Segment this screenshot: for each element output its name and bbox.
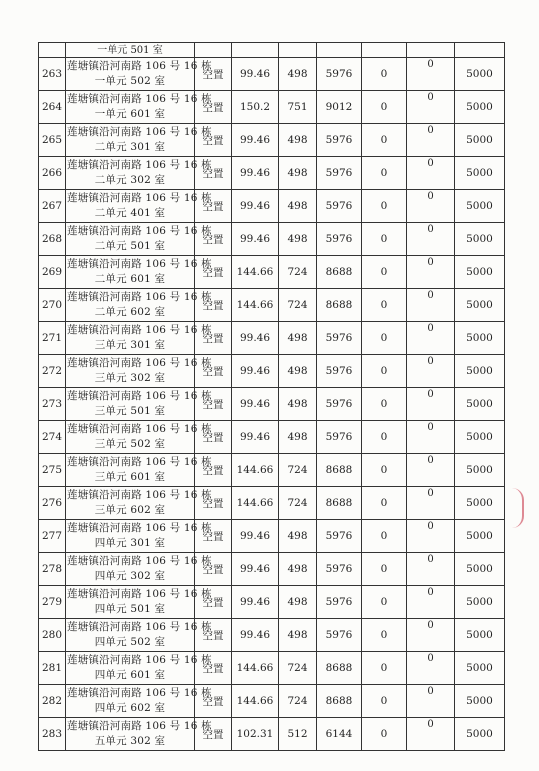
cell-no: 275 [39, 454, 66, 487]
table-row [39, 124, 505, 157]
address-line-2: 三单元 501 室 [94, 405, 166, 417]
cell-col-a: 0 [362, 520, 407, 553]
table-row [39, 685, 505, 718]
cell-total: 8688 [317, 289, 362, 322]
cell-address [66, 124, 212, 157]
cell-no: 283 [39, 718, 66, 751]
cell-col-a: 0 [362, 388, 407, 421]
cell-no: 265 [39, 124, 66, 157]
cell-no: 269 [39, 256, 66, 289]
cell-address [66, 652, 212, 685]
table-row [39, 355, 505, 388]
cell-status: 空置 [195, 289, 232, 322]
address-line-2: 四单元 301 室 [94, 537, 166, 549]
cell-address [66, 619, 212, 652]
cell-col-c: 5000 [455, 520, 505, 553]
cell-col-b: 0 [407, 619, 455, 652]
cell-col-c: 5000 [455, 190, 505, 223]
cell-address [66, 355, 212, 388]
cell-no: 272 [39, 355, 66, 388]
address-line-2: 一单元 601 室 [94, 108, 166, 120]
cell-rent: 724 [279, 487, 317, 520]
cell-total: 5976 [317, 520, 362, 553]
cell-col-a: 0 [362, 553, 407, 586]
cell-address [66, 256, 212, 289]
address-line-2: 二单元 401 室 [94, 207, 166, 219]
cell-status: 空置 [195, 91, 232, 124]
address-line-2: 二单元 602 室 [94, 306, 166, 318]
cell-status: 空置 [195, 157, 232, 190]
cell-status: 空置 [195, 718, 232, 751]
cell-status: 空置 [195, 256, 232, 289]
table-row [39, 553, 505, 586]
cell-col-b: 0 [407, 586, 455, 619]
cell-address: 一单元 501 室 [66, 43, 195, 58]
table-row [39, 190, 505, 223]
cell-total: 5976 [317, 58, 362, 91]
cell-col-b: 0 [407, 520, 455, 553]
cell-rent [279, 43, 317, 58]
cell-col-b: 0 [407, 388, 455, 421]
cell-col-c: 5000 [455, 487, 505, 520]
cell-rent: 512 [279, 718, 317, 751]
address-line-1: 莲塘镇沿河南路 106 号 16 栋 [67, 687, 212, 699]
cell-col-b: 0 [407, 190, 455, 223]
cell-no: 276 [39, 487, 66, 520]
address-line-1: 莲塘镇沿河南路 106 号 16 栋 [67, 555, 212, 567]
table-row [39, 289, 505, 322]
cell-status: 空置 [195, 652, 232, 685]
cell-no: 282 [39, 685, 66, 718]
cell-no: 274 [39, 421, 66, 454]
cell-no: 267 [39, 190, 66, 223]
cell-no: 279 [39, 586, 66, 619]
cell-address [66, 388, 212, 421]
cell-address [66, 718, 212, 751]
table-row [39, 256, 505, 289]
cell-col-b: 0 [407, 157, 455, 190]
cell-col-c: 5000 [455, 586, 505, 619]
address-line-2: 一单元 502 室 [94, 75, 166, 87]
cell-col-a: 0 [362, 289, 407, 322]
cell-total: 5976 [317, 124, 362, 157]
cell-col-c: 5000 [455, 58, 505, 91]
cell-col-a: 0 [362, 58, 407, 91]
cell-total: 5976 [317, 157, 362, 190]
table-row [39, 487, 505, 520]
address-line-2: 四单元 302 室 [94, 570, 166, 582]
cell-status: 空置 [195, 421, 232, 454]
address-line-1: 莲塘镇沿河南路 106 号 16 栋 [67, 357, 212, 369]
address-line-1: 莲塘镇沿河南路 106 号 16 栋 [67, 423, 212, 435]
cell-rent: 724 [279, 652, 317, 685]
cell-status: 空置 [195, 619, 232, 652]
cell-area: 144.66 [232, 289, 279, 322]
cell-col-c: 5000 [455, 256, 505, 289]
cell-col-c: 5000 [455, 388, 505, 421]
cell-no: 280 [39, 619, 66, 652]
cell-col-a: 0 [362, 190, 407, 223]
cell-total: 8688 [317, 454, 362, 487]
cell-col-b: 0 [407, 454, 455, 487]
address-line-2: 二单元 301 室 [94, 141, 166, 153]
cell-col-b: 0 [407, 685, 455, 718]
table-row [39, 520, 505, 553]
cell-rent: 498 [279, 586, 317, 619]
cell-area: 144.66 [232, 652, 279, 685]
cell-rent: 498 [279, 58, 317, 91]
table-body [39, 43, 505, 751]
cell-address [66, 586, 212, 619]
property-table [38, 42, 505, 751]
address-line-1: 莲塘镇沿河南路 106 号 16 栋 [67, 225, 212, 237]
cell-no: 270 [39, 289, 66, 322]
address-line-1: 莲塘镇沿河南路 106 号 16 栋 [67, 291, 212, 303]
cell-no: 278 [39, 553, 66, 586]
address-line-1: 莲塘镇沿河南路 106 号 16 栋 [67, 489, 212, 501]
cell-col-c: 5000 [455, 619, 505, 652]
cell-area: 99.46 [232, 355, 279, 388]
address-line-1: 莲塘镇沿河南路 106 号 16 栋 [67, 324, 212, 336]
address-line-1: 莲塘镇沿河南路 106 号 16 栋 [67, 60, 212, 72]
cell-no [39, 43, 66, 58]
cell-col-b: 0 [407, 91, 455, 124]
cell-col-c: 5000 [455, 289, 505, 322]
cell-status: 空置 [195, 388, 232, 421]
address-line-2: 三单元 302 室 [94, 372, 166, 384]
cell-col-c: 5000 [455, 91, 505, 124]
cell-col-a: 0 [362, 421, 407, 454]
cell-col-b: 0 [407, 58, 455, 91]
cell-status: 空置 [195, 322, 232, 355]
cell-col-c: 5000 [455, 421, 505, 454]
cell-col-a: 0 [362, 586, 407, 619]
address-line-1: 莲塘镇沿河南路 106 号 16 栋 [67, 654, 212, 666]
address-line-2: 三单元 301 室 [94, 339, 166, 351]
cell-total [317, 43, 362, 58]
cell-area: 144.66 [232, 454, 279, 487]
cell-col-c: 5000 [455, 454, 505, 487]
address-line-2: 四单元 601 室 [94, 669, 166, 681]
cell-col-b: 0 [407, 355, 455, 388]
address-line-2: 五单元 302 室 [94, 735, 166, 747]
cell-status: 空置 [195, 355, 232, 388]
cell-col-a: 0 [362, 124, 407, 157]
cell-area: 99.46 [232, 388, 279, 421]
table-row [39, 421, 505, 454]
cell-area: 99.46 [232, 124, 279, 157]
cell-col-b: 0 [407, 289, 455, 322]
cell-total: 6144 [317, 718, 362, 751]
address-line-1: 莲塘镇沿河南路 106 号 16 栋 [67, 522, 212, 534]
cell-col-a: 0 [362, 718, 407, 751]
address-line-2: 三单元 502 室 [94, 438, 166, 450]
cell-address [66, 322, 212, 355]
table-row [39, 91, 505, 124]
cell-col-a: 0 [362, 91, 407, 124]
cell-area: 99.46 [232, 553, 279, 586]
cell-total: 5976 [317, 190, 362, 223]
address-line-2: 三单元 601 室 [94, 471, 166, 483]
cell-no: 277 [39, 520, 66, 553]
cell-address [66, 421, 212, 454]
cell-total: 5976 [317, 322, 362, 355]
cell-col-c: 5000 [455, 355, 505, 388]
cell-status [195, 43, 232, 58]
cell-status: 空置 [195, 124, 232, 157]
cell-col-b: 0 [407, 124, 455, 157]
cell-col-c: 5000 [455, 553, 505, 586]
cell-rent: 498 [279, 190, 317, 223]
cell-col-c: 5000 [455, 223, 505, 256]
cell-col-c: 5000 [455, 322, 505, 355]
cell-rent: 751 [279, 91, 317, 124]
cell-col-b: 0 [407, 322, 455, 355]
cell-area: 150.2 [232, 91, 279, 124]
cell-rent: 498 [279, 553, 317, 586]
cell-col-c: 5000 [455, 124, 505, 157]
cell-area: 99.46 [232, 421, 279, 454]
address-line-1: 莲塘镇沿河南路 106 号 16 栋 [67, 126, 212, 138]
cell-total: 5976 [317, 421, 362, 454]
cell-address [66, 91, 212, 124]
address-line-1: 莲塘镇沿河南路 106 号 16 栋 [67, 93, 212, 105]
cell-col-c [455, 43, 505, 58]
cell-area: 144.66 [232, 685, 279, 718]
cell-no: 263 [39, 58, 66, 91]
cell-no: 273 [39, 388, 66, 421]
cell-col-b [407, 43, 455, 58]
cell-col-a: 0 [362, 487, 407, 520]
table-row [39, 454, 505, 487]
address-line-2: 四单元 501 室 [94, 603, 166, 615]
cell-total: 8688 [317, 256, 362, 289]
address-line-2: 三单元 602 室 [94, 504, 166, 516]
cell-status: 空置 [195, 520, 232, 553]
cell-area: 99.46 [232, 223, 279, 256]
cell-col-a: 0 [362, 454, 407, 487]
cell-address [66, 223, 212, 256]
cell-no: 264 [39, 91, 66, 124]
cell-status: 空置 [195, 487, 232, 520]
cell-rent: 724 [279, 256, 317, 289]
cell-col-a: 0 [362, 619, 407, 652]
cell-col-a [362, 43, 407, 58]
cell-address [66, 685, 212, 718]
cell-col-b: 0 [407, 487, 455, 520]
cell-area: 99.46 [232, 190, 279, 223]
cell-no: 281 [39, 652, 66, 685]
cell-col-a: 0 [362, 355, 407, 388]
cell-status: 空置 [195, 190, 232, 223]
table-row [39, 718, 505, 751]
table-row [39, 586, 505, 619]
table-row-continued [39, 43, 505, 58]
cell-area: 99.46 [232, 58, 279, 91]
address-line-1: 莲塘镇沿河南路 106 号 16 栋 [67, 456, 212, 468]
cell-rent: 724 [279, 685, 317, 718]
cell-rent: 498 [279, 388, 317, 421]
cell-col-c: 5000 [455, 685, 505, 718]
cell-col-a: 0 [362, 157, 407, 190]
cell-total: 5976 [317, 619, 362, 652]
table-row [39, 619, 505, 652]
address-line-2: 四单元 602 室 [94, 702, 166, 714]
cell-rent: 498 [279, 421, 317, 454]
cell-col-a: 0 [362, 223, 407, 256]
cell-col-b: 0 [407, 223, 455, 256]
cell-total: 5976 [317, 388, 362, 421]
cell-col-b: 0 [407, 553, 455, 586]
cell-area: 99.46 [232, 520, 279, 553]
cell-address [66, 58, 212, 91]
address-line-1: 莲塘镇沿河南路 106 号 16 栋 [67, 192, 212, 204]
address-line-1: 莲塘镇沿河南路 106 号 16 栋 [67, 621, 212, 633]
pen-mark [512, 488, 524, 528]
address-line-1: 莲塘镇沿河南路 106 号 16 栋 [67, 159, 212, 171]
cell-col-a: 0 [362, 322, 407, 355]
table-row [39, 388, 505, 421]
cell-rent: 498 [279, 355, 317, 388]
cell-col-c: 5000 [455, 652, 505, 685]
address-line-2: 二单元 601 室 [94, 273, 166, 285]
cell-no: 268 [39, 223, 66, 256]
cell-col-b: 0 [407, 718, 455, 751]
cell-col-a: 0 [362, 652, 407, 685]
cell-area: 102.31 [232, 718, 279, 751]
table-row [39, 58, 505, 91]
cell-area: 99.46 [232, 157, 279, 190]
cell-address [66, 190, 212, 223]
cell-total: 5976 [317, 223, 362, 256]
cell-rent: 498 [279, 124, 317, 157]
cell-total: 8688 [317, 685, 362, 718]
cell-col-b: 0 [407, 421, 455, 454]
cell-total: 8688 [317, 487, 362, 520]
cell-status: 空置 [195, 58, 232, 91]
cell-col-a: 0 [362, 685, 407, 718]
table-row [39, 223, 505, 256]
cell-rent: 498 [279, 223, 317, 256]
cell-total: 5976 [317, 553, 362, 586]
table-row [39, 157, 505, 190]
cell-total: 5976 [317, 355, 362, 388]
table-row [39, 652, 505, 685]
cell-rent: 498 [279, 520, 317, 553]
cell-address [66, 289, 212, 322]
cell-area: 144.66 [232, 256, 279, 289]
cell-col-b: 0 [407, 652, 455, 685]
cell-rent: 724 [279, 289, 317, 322]
cell-address [66, 553, 212, 586]
table-row [39, 322, 505, 355]
address-line-2: 四单元 502 室 [94, 636, 166, 648]
cell-rent: 498 [279, 157, 317, 190]
cell-area: 99.46 [232, 619, 279, 652]
cell-col-c: 5000 [455, 157, 505, 190]
cell-status: 空置 [195, 223, 232, 256]
address-line-1: 莲塘镇沿河南路 106 号 16 栋 [67, 720, 212, 732]
cell-area [232, 43, 279, 58]
cell-area: 99.46 [232, 322, 279, 355]
cell-col-b: 0 [407, 256, 455, 289]
cell-total: 9012 [317, 91, 362, 124]
cell-address [66, 487, 212, 520]
address-line-2: 二单元 501 室 [94, 240, 166, 252]
cell-address [66, 454, 212, 487]
cell-col-a: 0 [362, 256, 407, 289]
cell-rent: 724 [279, 454, 317, 487]
cell-area: 99.46 [232, 586, 279, 619]
cell-total: 8688 [317, 652, 362, 685]
address-line-1: 莲塘镇沿河南路 106 号 16 栋 [67, 588, 212, 600]
address-line-2: 二单元 302 室 [94, 174, 166, 186]
cell-rent: 498 [279, 619, 317, 652]
address-line-1: 莲塘镇沿河南路 106 号 16 栋 [67, 258, 212, 270]
cell-address [66, 520, 212, 553]
cell-status: 空置 [195, 454, 232, 487]
cell-area: 144.66 [232, 487, 279, 520]
cell-status: 空置 [195, 685, 232, 718]
cell-no: 271 [39, 322, 66, 355]
cell-total: 5976 [317, 586, 362, 619]
address-line-1: 莲塘镇沿河南路 106 号 16 栋 [67, 390, 212, 402]
cell-status: 空置 [195, 586, 232, 619]
cell-address [66, 157, 212, 190]
cell-status: 空置 [195, 553, 232, 586]
cell-rent: 498 [279, 322, 317, 355]
cell-no: 266 [39, 157, 66, 190]
cell-col-c: 5000 [455, 718, 505, 751]
